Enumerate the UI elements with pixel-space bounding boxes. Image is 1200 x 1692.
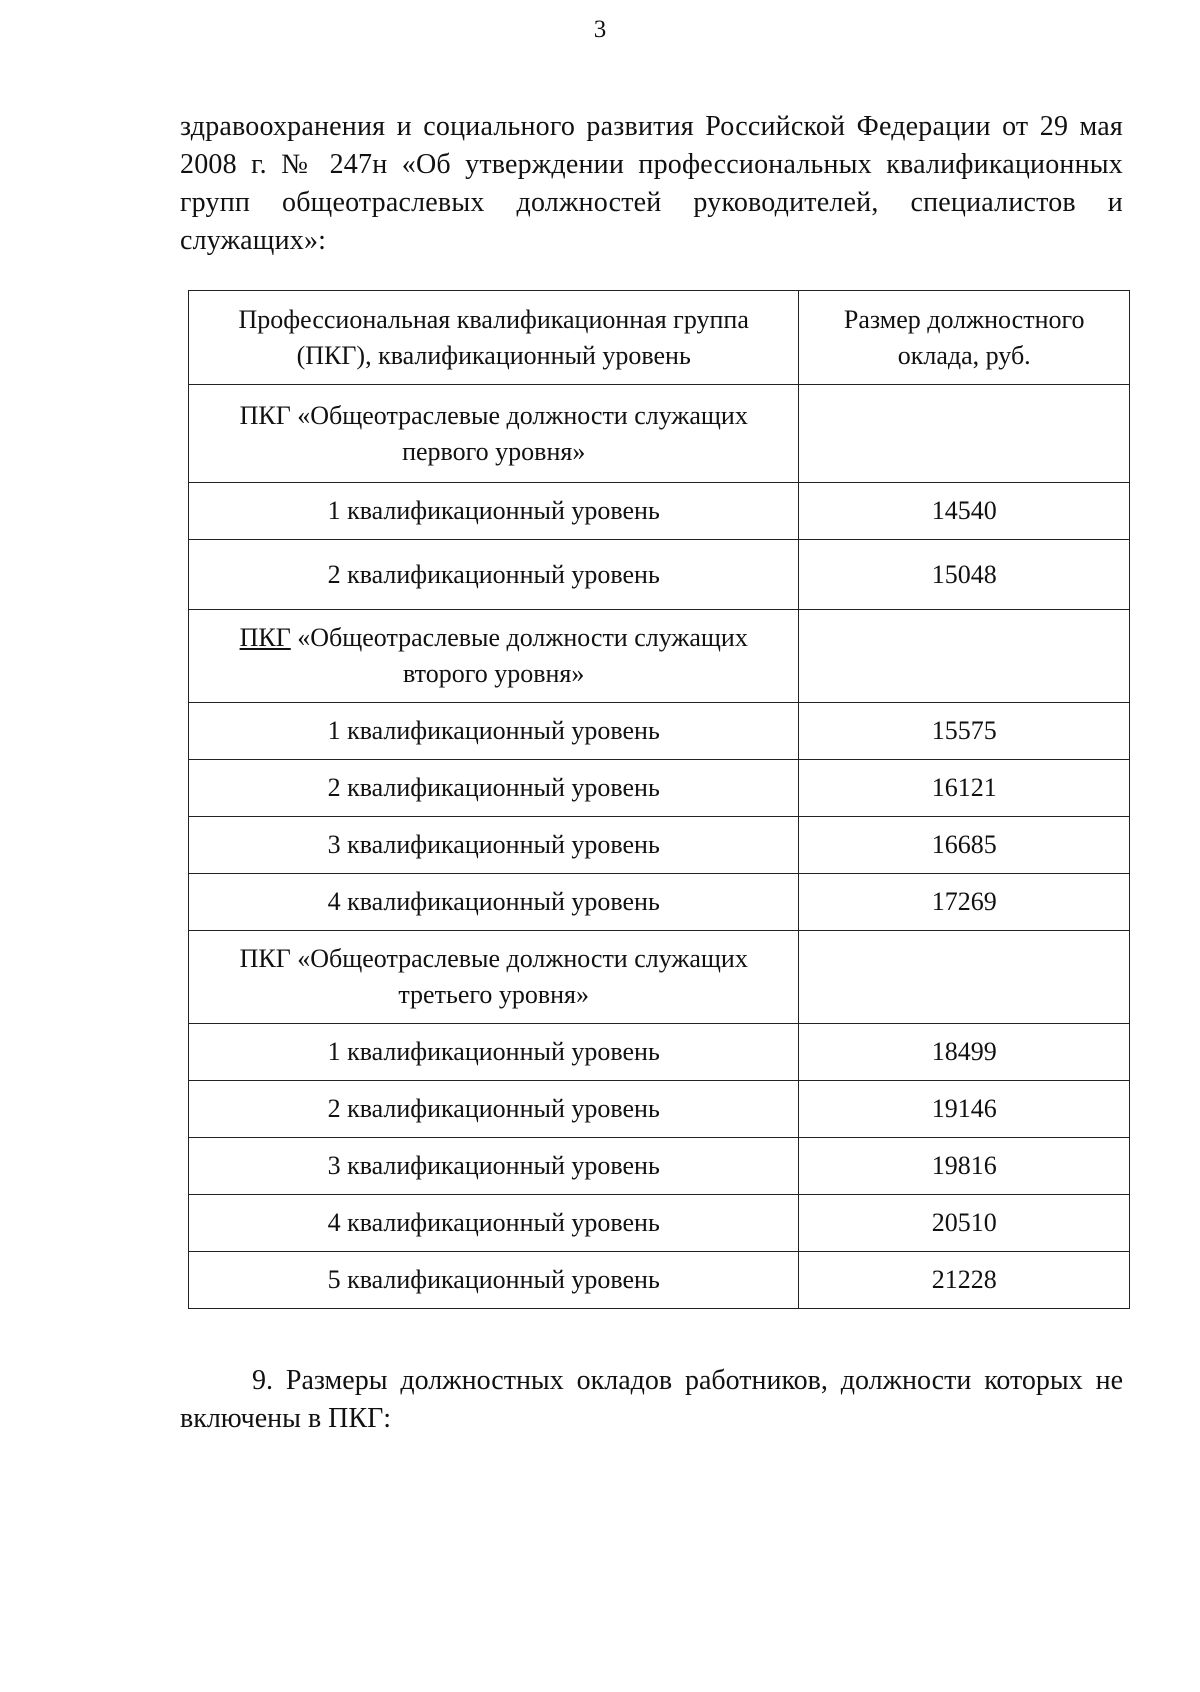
table-row (189, 540, 1130, 610)
pkg-label: ПКГ (239, 623, 291, 652)
table-row (189, 483, 1130, 540)
group-title-line1: «Общеотраслевые должности служащих (297, 623, 748, 652)
level-label: 3 квалификационный уровень (189, 1138, 799, 1195)
salary-value: 16685 (799, 817, 1130, 874)
salary-value: 19146 (799, 1081, 1130, 1138)
salary-table (188, 290, 1130, 1309)
table-row (189, 1024, 1130, 1081)
header-col1-line1: Профессиональная квалификационная группа (238, 304, 749, 334)
salary-value: 20510 (799, 1195, 1130, 1252)
table-row (189, 1195, 1130, 1252)
group-value-empty (799, 385, 1130, 483)
header-col1-line2: (ПКГ), квалификационный уровень (296, 340, 691, 370)
header-col2-line1: Размер должностного (843, 304, 1085, 334)
level-label: 2 квалификационный уровень (189, 1081, 799, 1138)
page-number: 3 (593, 16, 607, 43)
pkg-label: ПКГ (239, 944, 291, 973)
salary-value: 17269 (799, 874, 1130, 931)
pkg-label: ПКГ (239, 400, 291, 430)
group-value-empty (799, 610, 1130, 703)
table-row (189, 817, 1130, 874)
group-title-line2: первого уровня» (402, 436, 586, 466)
group-title-line2: третьего уровня» (398, 980, 590, 1009)
intro-paragraph: здравоохранения и социального развития Российской Федерации от 29 мая 2008 г. № 247н «Об утверждении профессиональных квалификационных групп общеотраслевых должностей руководителей, специалистов и служащих»: (180, 111, 1123, 256)
table-row (189, 1138, 1130, 1195)
group-title (189, 931, 799, 1024)
group-title-line2: второго уровня» (403, 659, 585, 688)
level-label: 1 квалификационный уровень (189, 483, 799, 540)
salary-value: 14540 (799, 483, 1130, 540)
level-label: 5 квалификационный уровень (189, 1252, 799, 1309)
group-row (189, 385, 1130, 483)
table-row (189, 1081, 1130, 1138)
group-row (189, 931, 1130, 1024)
level-label: 2 квалификационный уровень (189, 760, 799, 817)
salary-value: 19816 (799, 1138, 1130, 1195)
salary-value: 21228 (799, 1252, 1130, 1309)
group-value-empty (799, 931, 1130, 1024)
level-label: 1 квалификационный уровень (189, 703, 799, 760)
salary-value: 16121 (799, 760, 1130, 817)
table-row (189, 874, 1130, 931)
group-row (189, 610, 1130, 703)
table-header-row (189, 291, 1130, 385)
group-title-line1: «Общеотраслевые должности служащих (297, 944, 748, 973)
header-group-level (189, 291, 799, 385)
table-row (189, 760, 1130, 817)
group-title (189, 610, 799, 703)
group-title (189, 385, 799, 483)
table-row (189, 1252, 1130, 1309)
salary-value: 15575 (799, 703, 1130, 760)
salary-value: 18499 (799, 1024, 1130, 1081)
level-label: 4 квалификационный уровень (189, 874, 799, 931)
table-row (189, 703, 1130, 760)
level-label: 1 квалификационный уровень (189, 1024, 799, 1081)
header-col2-line2: оклада, руб. (897, 340, 1031, 370)
header-salary (799, 291, 1130, 385)
level-label: 2 квалификационный уровень (189, 540, 799, 610)
level-label: 3 квалификационный уровень (189, 817, 799, 874)
level-label: 4 квалификационный уровень (189, 1195, 799, 1252)
paragraph-9: 9. Размеры должностных окладов работников, должности которых не включены в ПКГ: (180, 1365, 1123, 1434)
group-title-line1: «Общеотраслевые должности служащих (297, 400, 748, 430)
salary-value: 15048 (799, 540, 1130, 610)
